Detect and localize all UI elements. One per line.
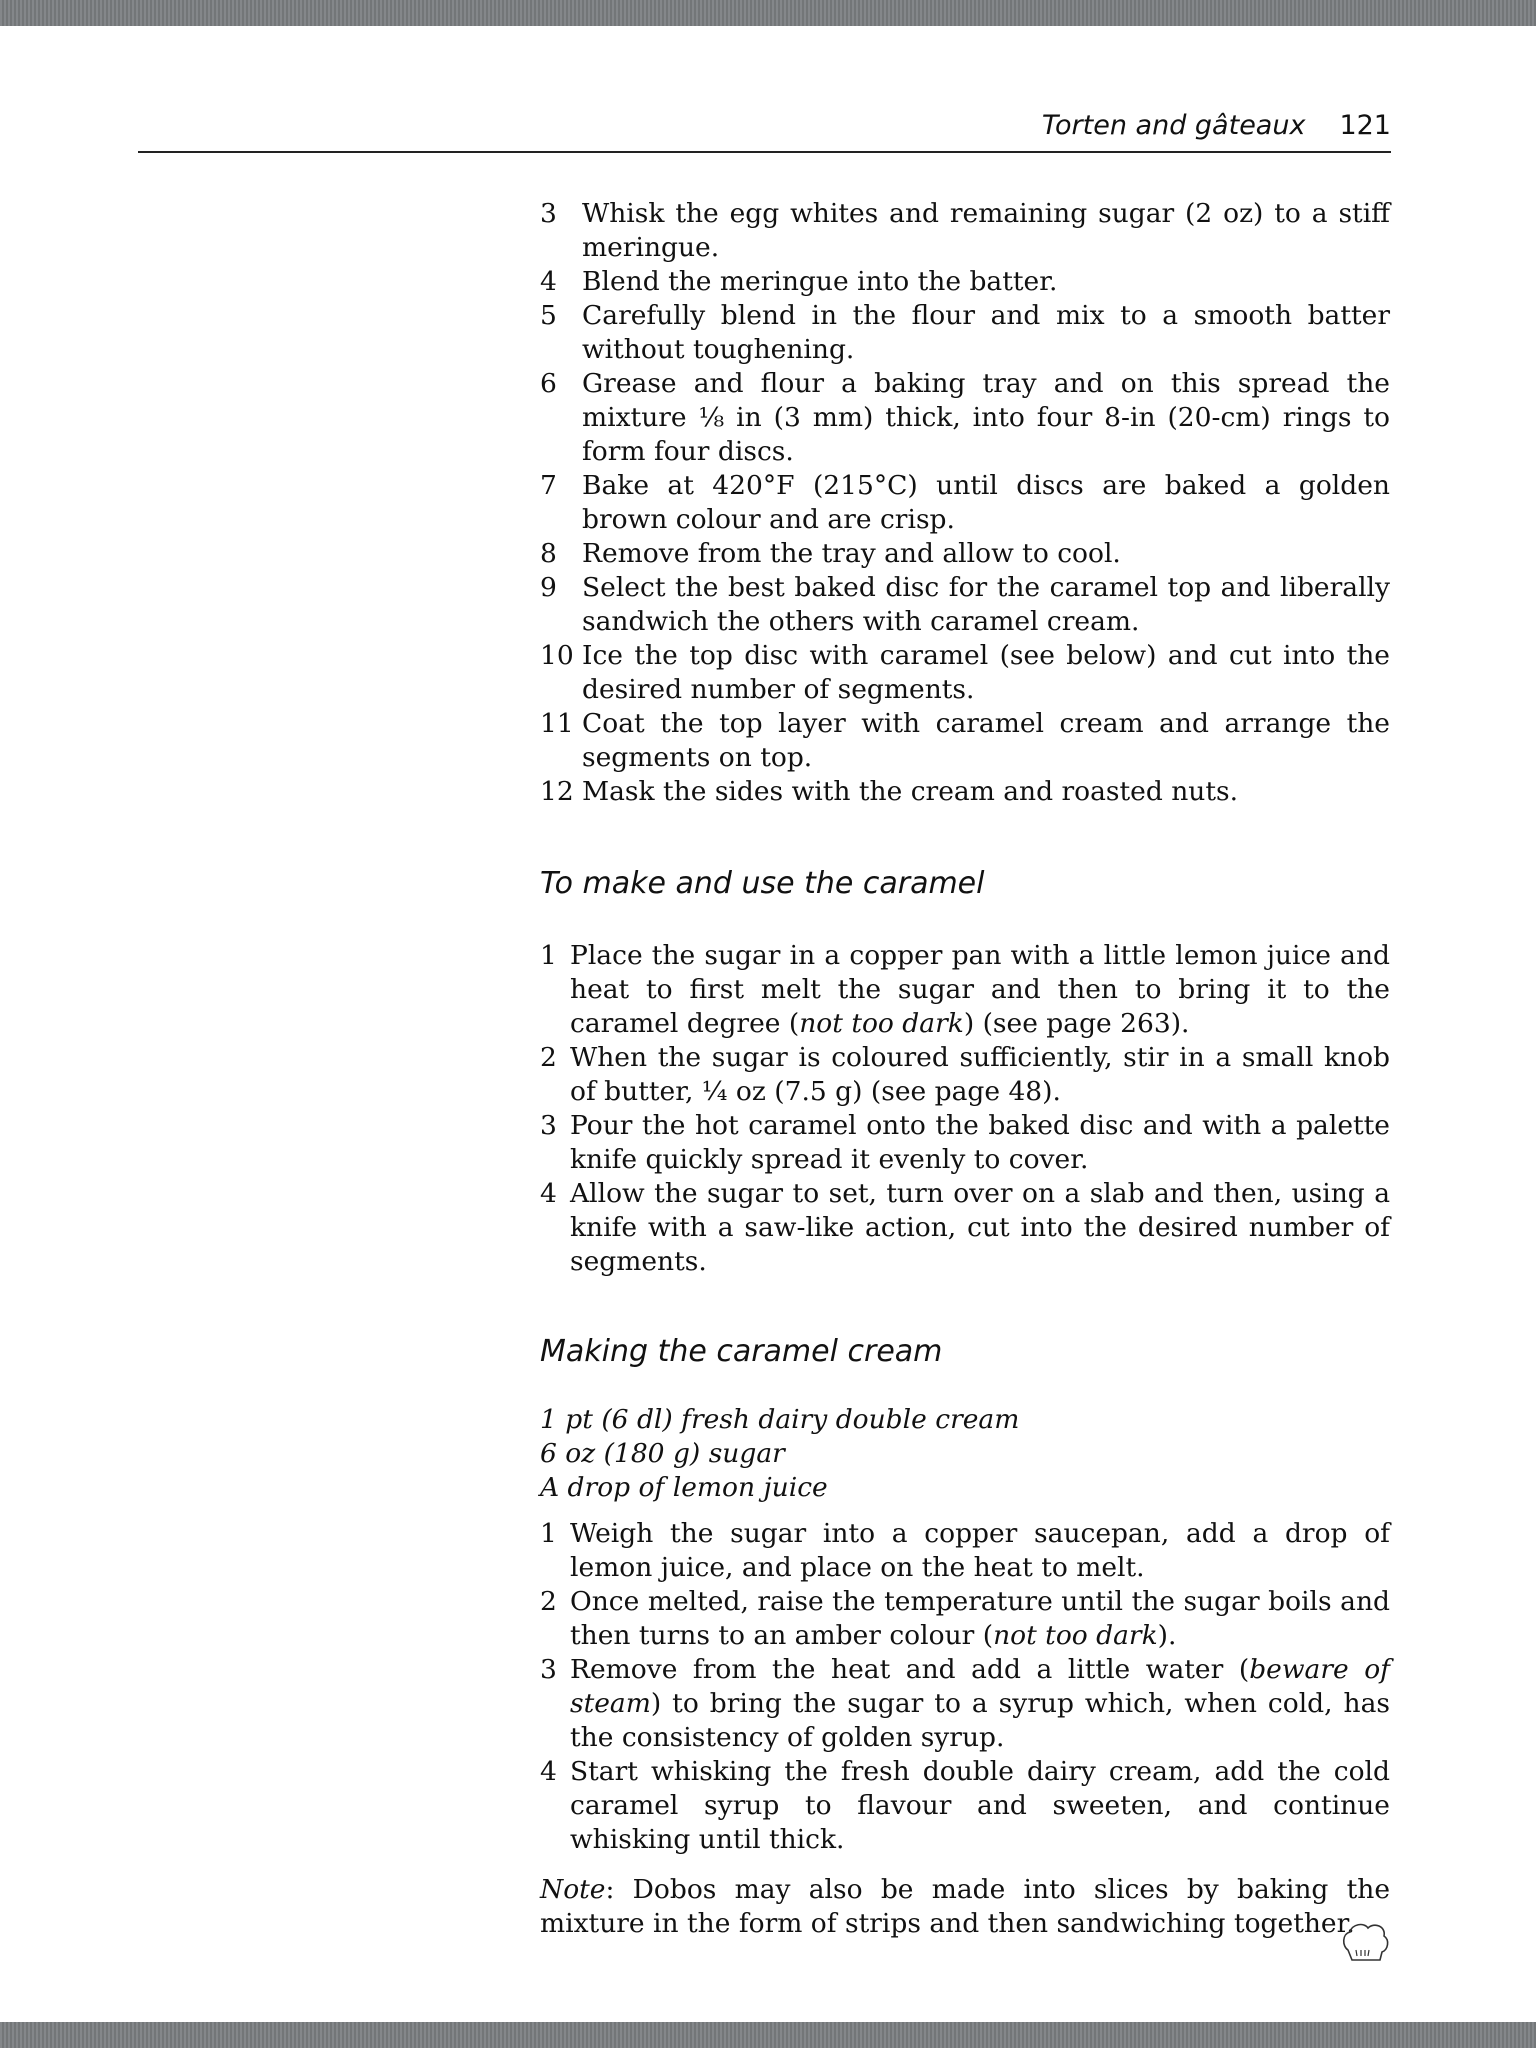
step-number: 5 xyxy=(540,300,557,331)
ingredient-item: A drop of lemon juice xyxy=(540,1472,828,1503)
book-page xyxy=(0,26,1536,2022)
step-text: Carefully blend in the flour and mix to a smooth batter without toughening. xyxy=(582,300,1390,365)
page-content xyxy=(540,197,1390,1968)
list-item xyxy=(540,1177,1390,1279)
ingredients-list xyxy=(540,1403,1390,1505)
step-text-tail: ) (see page 263). xyxy=(963,1008,1190,1039)
step-number: 9 xyxy=(540,572,557,603)
step-text: Bake at 420°F (215°C) until discs are baked a golden brown colour and are crisp. xyxy=(582,470,1390,535)
step-text: Remove from the heat and add a little water ( xyxy=(570,1654,1250,1685)
step-text-tail: ). xyxy=(1157,1620,1177,1651)
step-text: Remove from the tray and allow to cool. xyxy=(582,538,1121,569)
list-item xyxy=(540,265,1390,299)
list-item xyxy=(540,299,1390,367)
list-item xyxy=(540,571,1390,639)
list-item xyxy=(540,775,1390,809)
section-heading-cream: Making the caramel cream xyxy=(540,1334,943,1369)
step-text: Pour the hot caramel onto the baked disc and with a palette knife quickly spread it evenly to cover. xyxy=(570,1110,1390,1175)
list-item xyxy=(540,197,1390,265)
list-item xyxy=(540,469,1390,537)
list-item xyxy=(540,537,1390,571)
list-item xyxy=(540,1041,1390,1109)
step-text: Ice the top disc with caramel (see below) and cut into the desired number of segments. xyxy=(582,640,1390,705)
list-item xyxy=(540,367,1390,469)
step-text: Weigh the sugar into a copper saucepan, add a drop of lemon juice, and place on the heat to melt. xyxy=(570,1518,1390,1583)
step-text: Whisk the egg whites and remaining sugar (2 oz) to a stiff meringue. xyxy=(582,198,1390,263)
step-number: 2 xyxy=(540,1042,557,1073)
list-item xyxy=(540,639,1390,707)
ingredient-item: 1 pt (6 dl) fresh dairy double cream xyxy=(540,1404,1020,1435)
step-text: Mask the sides with the cream and roasted nuts. xyxy=(582,776,1239,807)
step-text: Grease and flour a baking tray and on this spread the mixture ⅛ in (3 mm) thick, into four 8-in (20-cm) rings to form four discs. xyxy=(582,368,1390,467)
list-item xyxy=(540,1109,1390,1177)
step-number: 3 xyxy=(540,198,557,229)
list-item xyxy=(540,1755,1390,1857)
step-text: Once melted, raise the temperature until the sugar boils and then turns to an amber colour ( xyxy=(570,1586,1390,1651)
step-text: When the sugar is coloured sufficiently, stir in a small knob of butter, ¼ oz (7.5 g) (see page 48). xyxy=(570,1042,1390,1107)
viewer-bottom-bar xyxy=(0,2022,1536,2048)
step-number: 3 xyxy=(540,1110,557,1141)
step-text: Coat the top layer with caramel cream and arrange the segments on top. xyxy=(582,708,1390,773)
list-item xyxy=(540,1517,1390,1585)
step-number: 3 xyxy=(540,1654,557,1685)
running-head xyxy=(1042,110,1391,141)
step-number: 1 xyxy=(540,1518,557,1549)
step-number: 7 xyxy=(540,470,557,501)
ingredient-item: 6 oz (180 g) sugar xyxy=(540,1438,785,1469)
step-number: 4 xyxy=(540,266,557,297)
step-number: 8 xyxy=(540,538,557,569)
step-text-tail: ) to bring the sugar to a syrup which, when cold, has the consistency of golden syrup. xyxy=(570,1688,1390,1753)
method-steps-continued xyxy=(540,197,1390,809)
step-number: 6 xyxy=(540,368,557,399)
step-number: 2 xyxy=(540,1586,557,1617)
step-emphasis: not too dark xyxy=(799,1008,964,1039)
page-number: 121 xyxy=(1339,110,1391,141)
section-heading-caramel: To make and use the caramel xyxy=(540,866,985,901)
caramel-steps xyxy=(540,939,1390,1279)
step-number: 10 xyxy=(540,640,574,671)
step-number: 11 xyxy=(540,708,574,739)
note-text: : Dobos may also be made into slices by baking the mixture in the form of strips and then sandwiching together. xyxy=(540,1874,1390,1939)
step-number: 4 xyxy=(540,1178,557,1209)
list-item xyxy=(540,1653,1390,1755)
list-item xyxy=(540,939,1390,1041)
chef-hat-icon xyxy=(1340,1920,1390,1964)
step-text: Allow the sugar to set, turn over on a slab and then, using a knife with a saw-like action, cut into the desired number of segments. xyxy=(570,1178,1390,1277)
step-number: 1 xyxy=(540,940,557,971)
viewer-top-bar xyxy=(0,0,1536,26)
step-text: Place the sugar in a copper pan with a little lemon juice and heat to first melt the sugar and then to bring it to the caramel degree ( xyxy=(570,940,1390,1039)
running-head-title: Torten and gâteaux xyxy=(1041,110,1306,141)
cream-steps xyxy=(540,1517,1390,1857)
step-text: Start whisking the fresh double dairy cream, add the cold caramel syrup to flavour and sweeten, and continue whisking until thick. xyxy=(570,1756,1390,1855)
step-number: 12 xyxy=(540,776,574,807)
header-rule xyxy=(138,151,1391,153)
list-item xyxy=(540,707,1390,775)
step-emphasis: beware of steam xyxy=(570,1654,1390,1719)
note-label: Note xyxy=(540,1874,606,1905)
step-emphasis: not too dark xyxy=(993,1620,1158,1651)
note-paragraph xyxy=(540,1873,1390,1941)
step-text: Blend the meringue into the batter. xyxy=(582,266,1058,297)
list-item xyxy=(540,1585,1390,1653)
step-text: Select the best baked disc for the caramel top and liberally sandwich the others with caramel cream. xyxy=(582,572,1390,637)
step-number: 4 xyxy=(540,1756,557,1787)
